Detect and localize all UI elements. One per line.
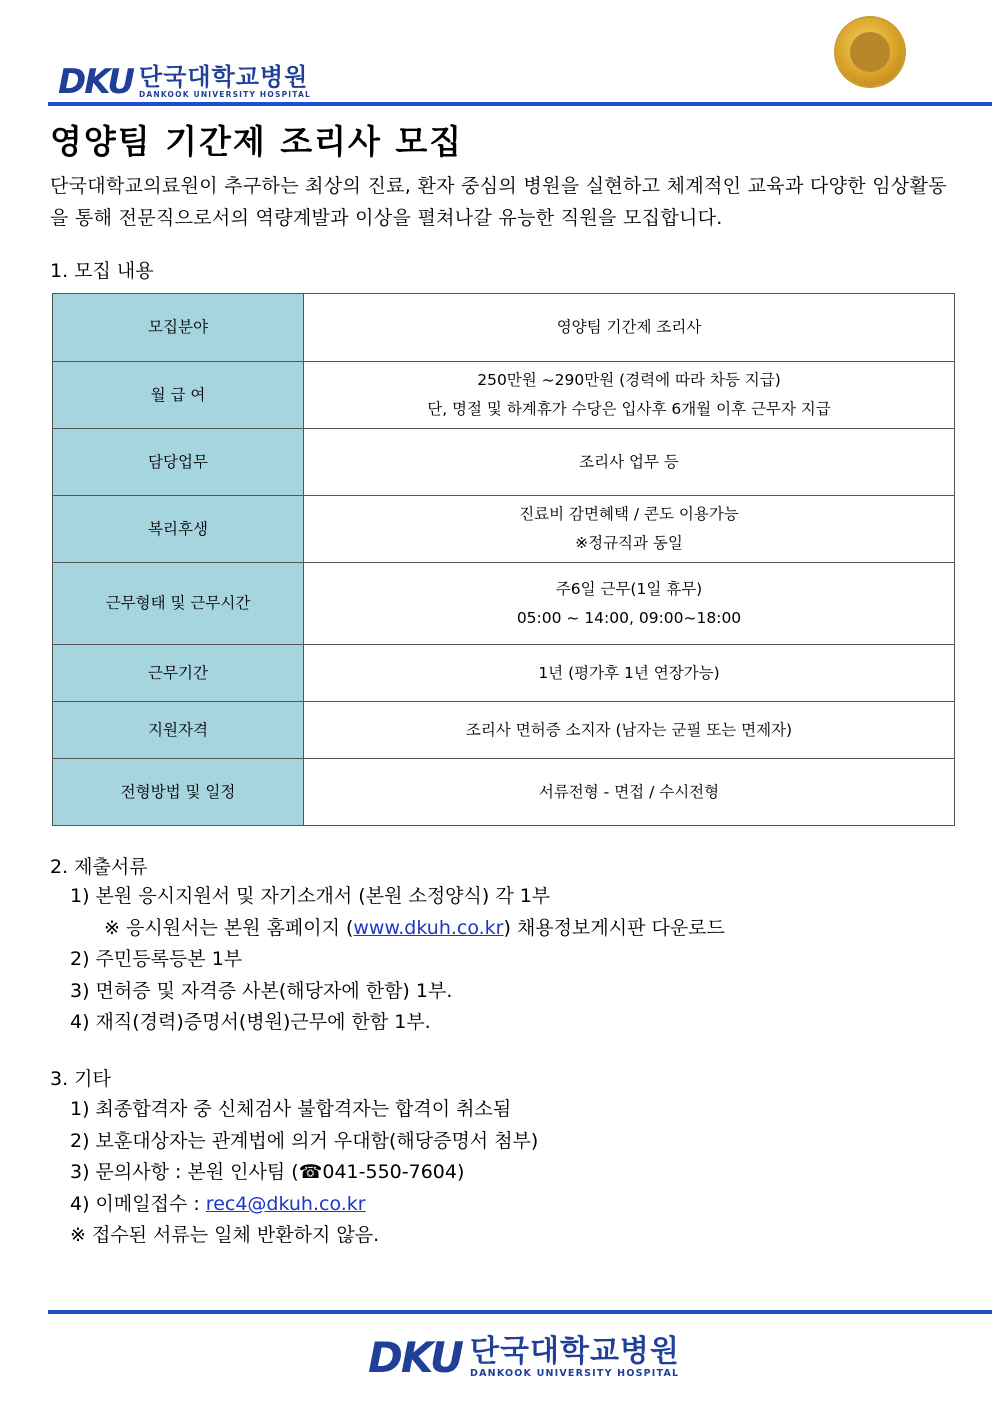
hospital-name-korean: 단국대학교병원 [138, 63, 309, 91]
table-row [53, 759, 955, 826]
homepage-note: ※ 응시원서는 본원 홈페이지 (www.dkuh.co.kr) 채용정보게시판 다운로드 [104, 916, 725, 939]
list-item: 2) 보훈대상자는 관계법에 의거 우대함(해당증명서 첨부) [70, 1129, 539, 1152]
table-row [53, 563, 955, 645]
list-item: 4) 이메일접수 : rec4@dkuh.co.kr [70, 1192, 366, 1215]
row-label: 근무형태 및 근무시간 [53, 563, 304, 645]
list-item: 3) 문의사항 : 본원 인사팀 (☎041-550-7604) [70, 1161, 465, 1184]
list-item: 3) 면허증 및 자격증 사본(해당자에 한함) 1부. [70, 979, 453, 1002]
row-value: 영양팀 기간제 조리사 [304, 294, 955, 362]
row-value: 250만원 ~290만원 (경력에 따라 차등 지급) 단, 명절 및 하계휴가 수당은 입사후 6개월 이후 근무자 지급 [304, 362, 955, 429]
row-value: 주6일 근무(1일 휴무) 05:00 ~ 14:00, 09:00~18:00 [304, 563, 955, 645]
hospital-logo-mark: DKU [58, 62, 133, 102]
list-item: 4) 재직(경력)증명서(병원)근무에 한함 1부. [70, 1011, 431, 1034]
table-row [53, 496, 955, 563]
row-value: 조리사 면허증 소지자 (남자는 군필 또는 면제자) [304, 702, 955, 759]
footer-divider [48, 1310, 992, 1314]
row-value: 1년 (평가후 1년 연장가능) [304, 645, 955, 702]
row-label: 전형방법 및 일정 [53, 759, 304, 826]
hospital-name-korean: 단국대학교병원 [470, 1333, 680, 1369]
section1-heading: 1. 모집 내용 [50, 260, 154, 282]
row-label: 지원자격 [53, 702, 304, 759]
accreditation-seal-icon [836, 18, 904, 86]
table-row [53, 362, 955, 429]
row-value: 조리사 업무 등 [304, 429, 955, 496]
intro-paragraph: 단국대학교의료원이 추구하는 최상의 진료, 환자 중심의 병원을 실현하고 체계적인 교육과 다양한 임상활동을 통해 전문직으로서의 역량계발과 이상을 펼쳐나갈 유능한 직원을 모집합니다. [50, 175, 947, 229]
hospital-name-english: DANKOOK UNIVERSITY HOSPITAL [138, 90, 311, 99]
row-value: 서류전형 - 면접 / 수시전형 [304, 759, 955, 826]
list-item: 1) 최종합격자 중 신체검사 불합격자는 합격이 취소됨 [70, 1098, 512, 1120]
recruitment-table [52, 293, 955, 826]
row-label: 근무기간 [53, 645, 304, 702]
page-title: 영양팀 기간제 조리사 모집 [50, 122, 464, 161]
row-label: 담당업무 [53, 429, 304, 496]
list-item: 1) 본원 응시지원서 및 자기소개서 (본원 소정양식) 각 1부 [70, 885, 551, 907]
header-divider [48, 102, 992, 106]
list-item: ※ 접수된 서류는 일체 반환하지 않음. [70, 1224, 380, 1247]
table-row [53, 429, 955, 496]
email-link[interactable]: rec4@dkuh.co.kr [205, 1192, 366, 1215]
table-row [53, 294, 955, 362]
row-label: 복리후생 [53, 496, 304, 563]
row-label: 월 급 여 [53, 362, 304, 429]
footer-logo [368, 1333, 680, 1382]
row-label: 모집분야 [53, 294, 304, 362]
list-item: 2) 주민등록등본 1부 [70, 948, 243, 971]
table-row [53, 645, 955, 702]
hospital-logo-mark: DKU [368, 1333, 463, 1382]
hospital-name-english: DANKOOK UNIVERSITY HOSPITAL [470, 1367, 680, 1379]
documents-list [70, 881, 725, 1039]
other-list [70, 1094, 538, 1252]
header-logo [58, 62, 311, 102]
section3-heading: 3. 기타 [50, 1068, 111, 1090]
section2-heading: 2. 제출서류 [50, 856, 148, 878]
table-row [53, 702, 955, 759]
row-value: 진료비 감면혜택 / 콘도 이용가능 ※정규직과 동일 [304, 496, 955, 563]
homepage-link[interactable]: www.dkuh.co.kr [353, 916, 504, 939]
